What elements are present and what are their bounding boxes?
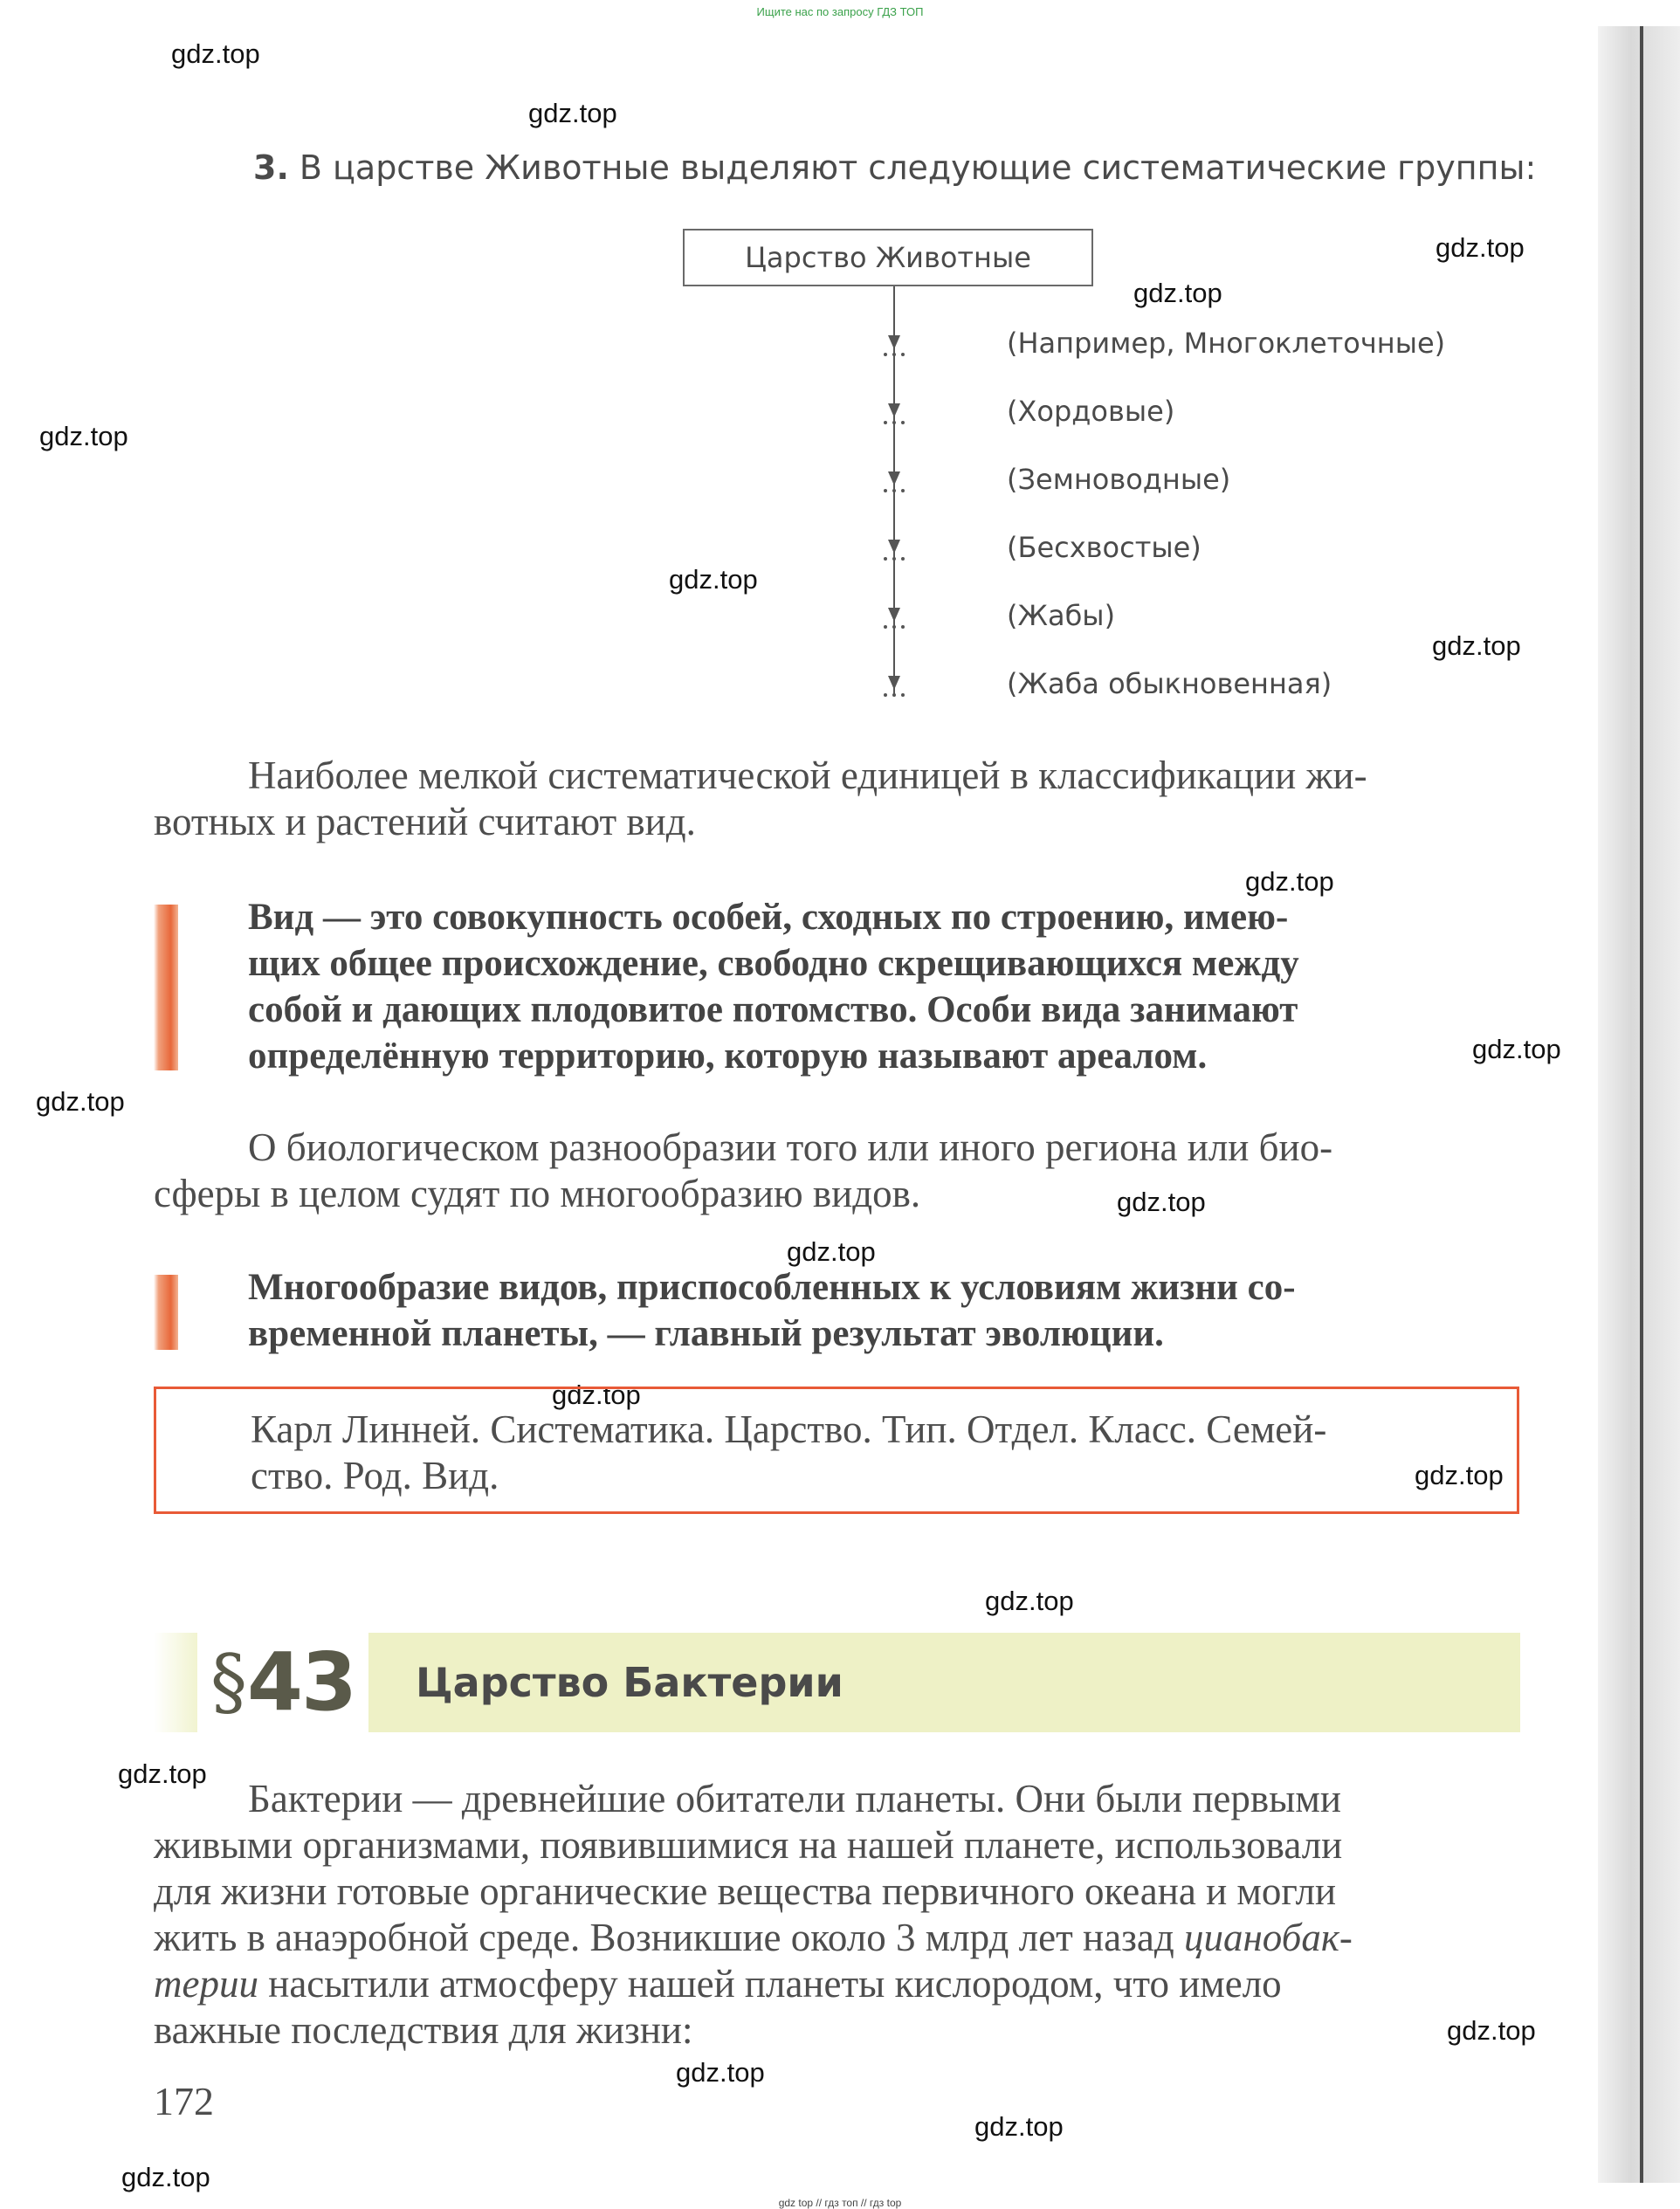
paragraph-line: О биологическом разнообразии того или иного региона или био- — [248, 1125, 1333, 1169]
taxonomy-level-2: (Хордовые) — [1007, 395, 1175, 428]
arrow-head-icon — [888, 471, 900, 485]
taxonomy-level-4: (Бесхвостые) — [1007, 531, 1201, 564]
section-sign: § — [210, 1639, 245, 1724]
watermark: gdz.top — [1436, 232, 1525, 263]
paragraph-line — [154, 1915, 1525, 1961]
paragraph-biodiversity — [154, 1125, 1525, 1217]
definition-line: щих общее происхождение, свободно скрещивающихся между — [248, 943, 1299, 984]
taxonomy-arrows — [864, 286, 917, 705]
watermark: gdz.top — [39, 421, 128, 451]
taxonomy-level-3: (Земноводные) — [1007, 463, 1231, 496]
watermark: gdz.top — [121, 2162, 210, 2192]
evolution-conclusion — [248, 1264, 1525, 1357]
watermark: gdz.top — [1117, 1187, 1206, 1217]
watermark: gdz.top — [1245, 866, 1334, 897]
key-terms-line: Карл Линней. Систематика. Царство. Тип. Отдел. Класс. Семей- — [251, 1407, 1327, 1451]
arrow-head-icon — [888, 403, 900, 417]
italic-term: терии — [154, 1962, 258, 2006]
section-title: Царство Бактерии — [416, 1659, 843, 1706]
taxonomy-root-label: Царство Животные — [745, 241, 1031, 274]
taxonomy-root-box — [683, 229, 1093, 286]
watermark: gdz.top — [1415, 1460, 1504, 1490]
watermark: gdz.top — [985, 1586, 1074, 1616]
paragraph-line: важные последствия для жизни: — [154, 2008, 693, 2052]
arrow-head-icon — [888, 335, 900, 349]
header-note: Ищите нас по запросу ГДЗ ТОП — [756, 5, 924, 18]
watermark: gdz.top — [171, 38, 260, 69]
watermark: gdz.top — [36, 1086, 125, 1117]
arrow-head-icon — [888, 608, 900, 622]
taxonomy-level-5: (Жабы) — [1007, 599, 1116, 632]
conclusion-accent-bar — [154, 1275, 178, 1350]
watermark: gdz.top — [1432, 630, 1521, 661]
definition-line: Вид — это совокупность особей, сходных по строению, имею- — [248, 897, 1289, 938]
definition-line: определённую территорию, которую называют ареалом. — [248, 1036, 1208, 1077]
key-terms-text — [251, 1407, 1473, 1499]
watermark: gdz.top — [676, 2057, 765, 2088]
paragraph-line: вотных и растений считают вид. — [154, 800, 696, 843]
text-run: насытили атмосферу нашей планеты кислородом, что имело — [258, 1962, 1282, 2006]
conclusion-line: временной планеты, — главный результат эволюции. — [248, 1313, 1164, 1354]
conclusion-line: Многообразие видов, приспособленных к условиям жизни со- — [248, 1267, 1296, 1308]
watermark: gdz.top — [1447, 2015, 1536, 2046]
paragraph-line: сферы в целом судят по многообразию видов. — [154, 1172, 921, 1215]
key-terms-line: ство. Род. Вид. — [251, 1454, 499, 1497]
page-spine-line — [1640, 26, 1643, 2183]
paragraph-line — [154, 1961, 1525, 2007]
paragraph-smallest-unit — [154, 753, 1525, 845]
definition-line: собой и дающих плодовитое потомство. Особи вида занимают — [248, 989, 1298, 1030]
definition-accent-bar — [154, 905, 178, 1070]
italic-term: цианобак- — [1183, 1916, 1353, 1959]
key-terms-box — [154, 1387, 1519, 1514]
taxonomy-level-6: (Жаба обыкновенная) — [1007, 667, 1332, 700]
footer-note: gdz top // гдз топ // гдз top — [778, 2197, 902, 2209]
page-edge-shadow — [1598, 26, 1680, 2183]
arrow-head-icon — [888, 676, 900, 690]
paragraph-line: для жизни готовые органические вещества первичного океана и могли — [154, 1869, 1337, 1913]
watermark: gdz.top — [974, 2111, 1064, 2142]
task-heading-text: В царстве Животные выделяют следующие систематические группы: — [299, 148, 1537, 187]
task-number: 3. — [253, 148, 289, 187]
watermark: gdz.top — [669, 564, 758, 595]
text-run: жить в анаэробной среде. Возникшие около 3 млрд лет назад — [154, 1916, 1184, 1959]
paragraph-line: Бактерии — древнейшие обитатели планеты. Они были первыми — [248, 1777, 1341, 1820]
page-number: 172 — [154, 2079, 214, 2123]
section-number: 43 — [246, 1634, 356, 1729]
section-number-label — [197, 1626, 368, 1738]
taxonomy-level-1: (Например, Многоклеточные) — [1007, 327, 1446, 360]
watermark: gdz.top — [1472, 1034, 1561, 1064]
watermark: gdz.top — [1133, 278, 1222, 308]
watermark: gdz.top — [787, 1236, 876, 1267]
arrow-head-icon — [888, 540, 900, 554]
paragraph-line: Наиболее мелкой систематической единицей в классификации жи- — [248, 754, 1367, 797]
task-heading — [253, 148, 1536, 187]
watermark: gdz.top — [118, 1758, 207, 1789]
paragraph-bacteria — [154, 1776, 1525, 2054]
watermark: gdz.top — [552, 1380, 641, 1410]
species-definition — [248, 894, 1525, 1079]
watermark: gdz.top — [528, 98, 617, 128]
paragraph-line: живыми организмами, появившимися на нашей планете, использовали — [154, 1823, 1343, 1867]
